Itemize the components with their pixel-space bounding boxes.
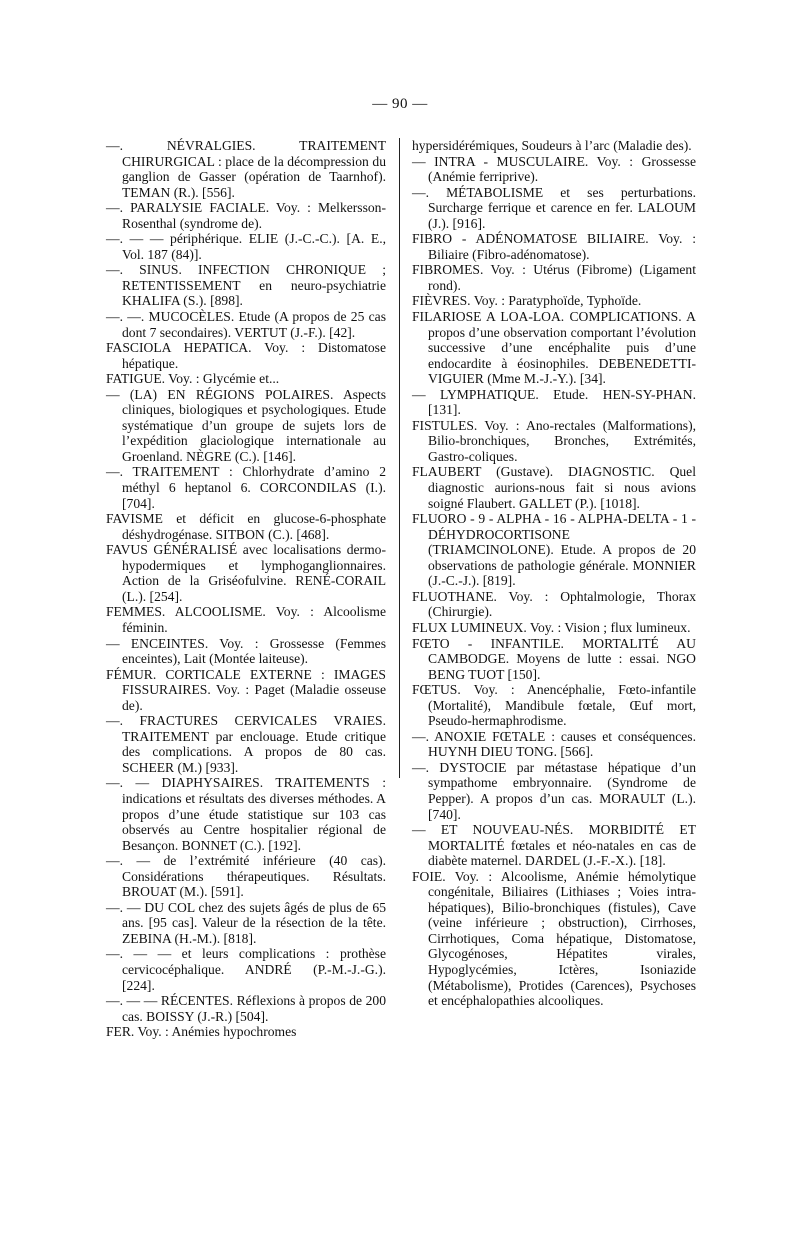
index-entry: —. TRAITEMENT : Chlorhydrate d’amino 2 méthyl 6 heptanol 6. CORCONDILAS (I.). [704]. <box>106 464 386 511</box>
index-entry: FASCIOLA HEPATICA. Voy. : Distomatose hépatique. <box>106 340 386 371</box>
index-entry: FAVUS GÉNÉRALISÉ avec localisations dermo-hypodermiques et lymphoganglionnaires. Action de la Griséofulvine. RENÉ-CORAIL (L.). [254]. <box>106 542 386 604</box>
index-entry: —. — — RÉCENTES. Réflexions à propos de 200 cas. BOISSY (J.-R.) [504]. <box>106 993 386 1024</box>
column-divider <box>399 138 400 778</box>
index-entry: FLAUBERT (Gustave). DIAGNOSTIC. Quel diagnostic aurions-nous fait si nous avions soigné Flaubert. GALLET (P.). [1018]. <box>412 464 696 511</box>
page-number: — 90 — <box>372 96 428 112</box>
index-entry: —. SINUS. INFECTION CHRONIQUE ; RETENTISSEMENT en neuro-psychiatrie KHALIFA (S.). [898]. <box>106 262 386 309</box>
index-entry: FATIGUE. Voy. : Glycémie et... <box>106 371 280 387</box>
index-entry: — INTRA - MUSCULAIRE. Voy. : Grossesse (Anémie ferriprive). <box>412 153 696 185</box>
index-entry: —. NÉVRALGIES. TRAITEMENT CHIRURGICAL : place de la décompression du ganglion de Gasser (opération de Taarnhof). TEMAN (R.). [556]. <box>106 138 386 200</box>
index-entry: — LYMPHATIQUE. Etude. HEN-SY-PHAN. [131]. <box>412 386 696 418</box>
index-entry: FER. Voy. : Anémies hypochromes <box>106 1024 297 1040</box>
index-entry: —. FRACTURES CERVICALES VRAIES. TRAITEMENT par enclouage. Etude critique des complications. A propos de 80 cas. SCHEER (M.) [933]. <box>106 713 386 775</box>
index-entry: —. — de l’extrémité inférieure (40 cas). Considérations thérapeutiques. Résultats. BROUAT (M.). [591]. <box>106 853 386 900</box>
index-entry: —. DYSTOCIE par métastase hépatique d’un sympathome embryonnaire. (Syndrome de Pepper). A propos d’un cas. MORAULT (L.). [740]. <box>412 759 696 822</box>
index-entry: —. — DU COL chez des sujets âgés de plus de 65 ans. [95 cas]. Valeur de la résection de la tête. ZEBINA (H.-M.). [818]. <box>106 899 386 946</box>
index-entry: —. — DIAPHYSAIRES. TRAITEMENTS : indications et résultats des diverses méthodes. A propos d’une étude statistique sur 103 cas observés au Centre hospitalier régional de Besançon. BONNET (C.). [192]. <box>106 775 386 853</box>
index-entry: FIBROMES. Voy. : Utérus (Fibrome) (Ligament rond). <box>412 262 696 293</box>
index-entry: FLUORO - 9 - ALPHA - 16 - ALPHA-DELTA - 1 - DÉHYDROCORTISONE (TRIAMCINOLONE). Etude. A propos de 20 observations de pathologie générale. MONNIER (J.-C.-J.). [819]. <box>412 511 696 589</box>
left-column <box>106 138 386 1040</box>
index-entry: FOIE. Voy. : Alcoolisme, Anémie hémolytique congénitale, Biliaires (Lithiases ; Voies intra-hépatiques), Bilio-bronchiques (fistules), Cave (veine inférieure ; obstruction), Cirrhoses, Cirrhotiques, Coma hépatique, Distomatose, Glycogénoses, Hépatites virales, Hypoglycémies, Ictères, Isoniazide (Métabolisme), Protides (Carences), Psychoses et encéphalopathies alcooliques. <box>412 868 696 1009</box>
index-entry: FILARIOSE A LOA-LOA. COMPLICATIONS. A propos d’une observation comportant l’évolution successive d’une encéphalite puis d’une endocardite à éosinophiles. DEBENEDETTI-VIGUIER (Mme M.-J.-Y.). [34]. <box>412 309 696 387</box>
index-entry: —. MÉTABOLISME et ses perturbations. Surcharge ferrique et carence en fer. LALOUM (J.). [916]. <box>412 184 696 231</box>
index-entry: FIBRO - ADÉNOMATOSE BILIAIRE. Voy. : Biliaire (Fibro-adénomatose). <box>412 231 696 262</box>
index-entry: FAVISME et déficit en glucose-6-phosphate déshydrogénase. SITBON (C.). [468]. <box>106 511 386 542</box>
index-entry: hypersidérémiques, Soudeurs à l’arc (Maladie des). <box>412 138 692 153</box>
index-entry: FÉMUR. CORTICALE EXTERNE : IMAGES FISSURAIRES. Voy. : Paget (Maladie osseuse de). <box>106 666 386 713</box>
index-entry: FIÈVRES. Voy. : Paratyphoïde, Typhoïde. <box>412 293 642 309</box>
index-entry: FISTULES. Voy. : Ano-rectales (Malformations), Bilio-bronchiques, Bronches, Extrémités, Gastro-coliques. <box>412 417 696 464</box>
index-entry: FEMMES. ALCOOLISME. Voy. : Alcoolisme féminin. <box>106 604 386 635</box>
index-entry: —. ANOXIE FŒTALE : causes et conséquences. HUYNH DIEU TONG. [566]. <box>412 728 696 760</box>
index-entry: — (LA) EN RÉGIONS POLAIRES. Aspects cliniques, biologiques et psychologiques. Etude systématique d’un groupe de sujets lors de l’expédition glaciologique internationale au Groenland. NÈGRE (C.). [146]. <box>106 386 386 464</box>
index-entry: — ET NOUVEAU-NÉS. MORBIDITÉ ET MORTALITÉ fœtales et néo-natales en cas de diabète maternel. DARDEL (J.-F.-X.). [18]. <box>412 822 696 869</box>
index-entry: —. —. MUCOCÈLES. Etude (A propos de 25 cas dont 7 secondaires). VERTUT (J.-F.). [42]. <box>106 309 386 340</box>
index-entry: —. PARALYSIE FACIALE. Voy. : Melkersson-Rosenthal (syndrome de). <box>106 200 386 231</box>
index-entry: FŒTUS. Voy. : Anencéphalie, Fœto-infantile (Mortalité), Mandibule fœtale, Œuf mort, Pseudo-hermaphrodisme. <box>412 682 696 729</box>
index-entry: —. — — périphérique. ELIE (J.-C.-C.). [A. E., Vol. 187 (84)]. <box>106 231 386 262</box>
index-entry: —. — — et leurs complications : prothèse cervicocéphalique. ANDRÉ (P.-M.-J.-G.). [224]. <box>106 946 386 993</box>
index-entry: FLUX LUMINEUX. Voy. : Vision ; flux lumineux. <box>412 619 691 635</box>
right-column <box>412 138 696 1009</box>
index-entry: FLUOTHANE. Voy. : Ophtalmologie, Thorax (Chirurgie). <box>412 588 696 620</box>
index-entry: — ENCEINTES. Voy. : Grossesse (Femmes enceintes), Lait (Montée laiteuse). <box>106 635 386 667</box>
index-entry: FŒTO - INFANTILE. MORTALITÉ AU CAMBODGE. Moyens de lutte : essai. NGO BENG TUOT [150]. <box>412 635 696 682</box>
